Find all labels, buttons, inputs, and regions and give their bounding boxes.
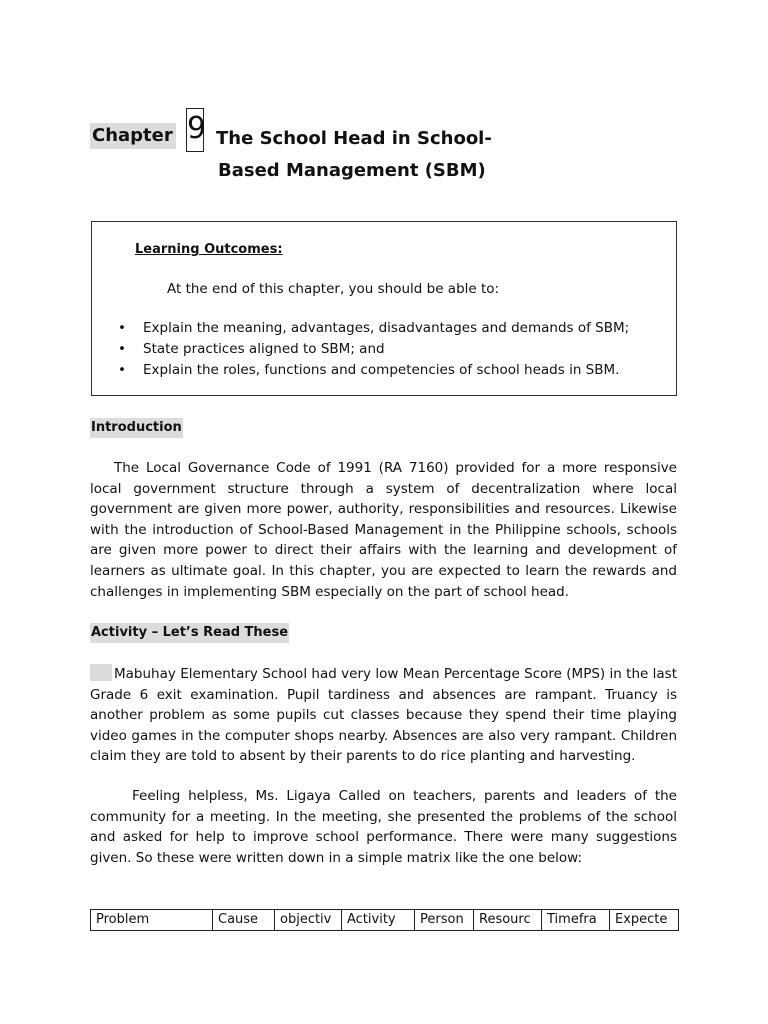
table-header-row <box>91 910 679 931</box>
outcome-text: State practices aligned to SBM; and <box>143 341 385 357</box>
learning-outcomes-list <box>118 318 629 381</box>
activity-paragraph-2: Feeling helpless, Ms. Ligaya Called on teachers, parents and leaders of the community for a meeting. In the meeting, she presented the problems of the school and asked for help to improve school performance. There were many suggestions given. So these were written down in a simple matrix like the one below: <box>90 788 677 866</box>
activity-heading: Activity – Let’s Read These <box>90 623 289 643</box>
chapter-title-line1: The School Head in School- <box>216 128 492 149</box>
list-item <box>118 318 629 339</box>
column-header: Timefra <box>542 910 610 931</box>
column-header: Cause <box>213 910 275 931</box>
highlight-mark <box>90 664 112 681</box>
chapter-label: Chapter <box>90 123 176 149</box>
chapter-title-line2: Based Management (SBM) <box>218 160 486 181</box>
outcome-text: Explain the roles, functions and competencies of school heads in SBM. <box>143 362 620 378</box>
column-header: Problem <box>91 910 213 931</box>
column-header: Activity <box>342 910 415 931</box>
column-header: objectiv <box>275 910 342 931</box>
learning-outcomes-box <box>91 221 677 396</box>
column-header: Person <box>415 910 474 931</box>
introduction-paragraph: The Local Governance Code of 1991 (RA 7160) provided for a more responsive local government structure through a system of decentralization where local government are given more power, authority, responsibilities and resources. Likewise with the introduction of School-Based Management in the Philippine schools, schools are given more power to direct their affairs with the learning and development of learners as ultimate goal. In this chapter, you are expected to learn the rewards and challenges in implementing SBM especially on the part of school head. <box>90 460 677 600</box>
outcome-text: Explain the meaning, advantages, disadvantages and demands of SBM; <box>143 320 630 336</box>
activity-paragraph-1 <box>90 664 677 767</box>
bullet-icon: • <box>118 341 126 357</box>
planning-matrix-table <box>90 909 679 931</box>
chapter-title <box>216 123 516 187</box>
activity-paragraph-1-text: Mabuhay Elementary School had very low Mean Percentage Score (MPS) in the last Grade 6 exit examination. Pupil tardiness and absences are rampant. Truancy is another problem as some pupils cut classes because they spend their time playing video games in the computer shops nearby. Absences are also very rampant. Children claim they are told to absent by their parents to do rice planting and harvesting. <box>90 666 677 765</box>
introduction-heading: Introduction <box>90 418 183 438</box>
learning-outcomes-intro: At the end of this chapter, you should be able to: <box>167 281 500 297</box>
bullet-icon: • <box>118 320 126 336</box>
bullet-icon: • <box>118 362 126 378</box>
learning-outcomes-heading: Learning Outcomes: <box>135 242 283 257</box>
column-header: Resourc <box>474 910 542 931</box>
list-item <box>118 339 629 360</box>
column-header: Expecte <box>610 910 679 931</box>
chapter-number: 9 <box>186 108 204 152</box>
list-item <box>118 360 629 381</box>
